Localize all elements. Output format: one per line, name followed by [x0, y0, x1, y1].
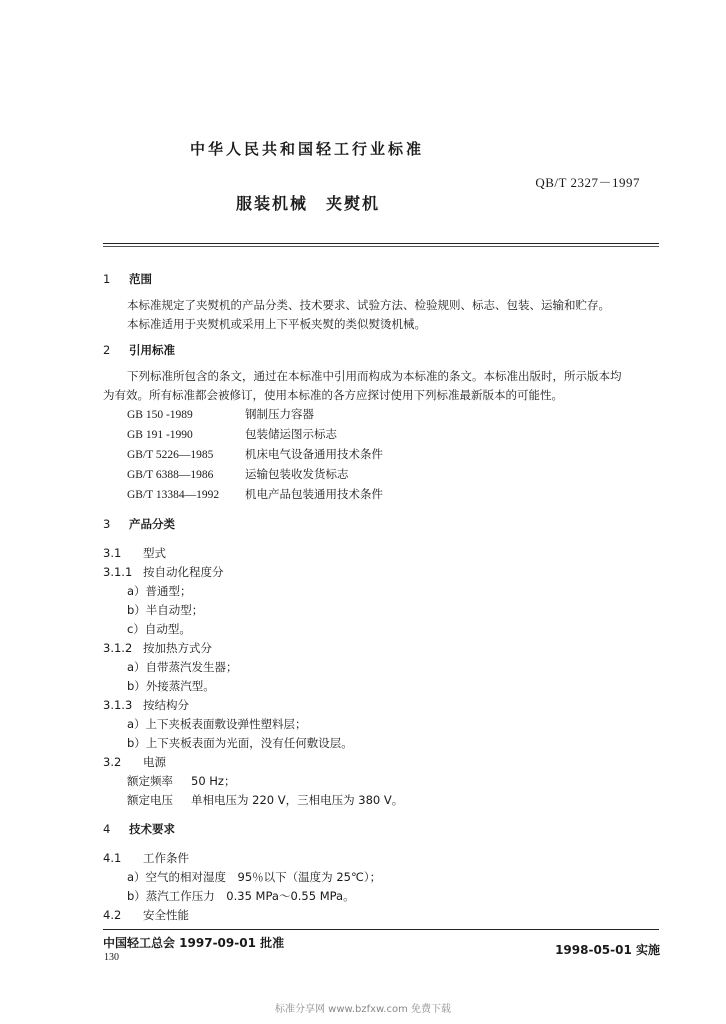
reference-item: GB 191 -1990 包装储运图示标志 — [127, 427, 337, 441]
section-2-heading: 2 引用标准 — [103, 343, 175, 357]
clause-3-1-3-heading: 3.1.3 按结构分 — [103, 698, 189, 712]
rated-voltage: 额定电压 单相电压为 220 V，三相电压为 380 V。 — [127, 793, 404, 807]
rated-frequency: 额定频率 50 Hz； — [127, 774, 236, 788]
section-2-paragraph-cont: 为有效。所有标准都会被修订，使用本标准的各方应探讨使用下列标准最新版本的可能性。 — [103, 388, 563, 402]
footer-rule — [103, 929, 659, 930]
section-4-heading: 4 技术要求 — [103, 822, 175, 836]
list-item: c）自动型。 — [127, 622, 191, 636]
section-1-heading: 1 范围 — [103, 272, 152, 286]
section-1-paragraph: 本标准规定了夹熨机的产品分类、技术要求、试验方法、检验规则、标志、包装、运输和贮存。 — [127, 298, 610, 312]
clause-4-2-heading: 4.2 安全性能 — [103, 908, 189, 922]
list-item: b）蒸汽工作压力 0.35 MPa～0.55 MPa。 — [127, 889, 355, 903]
watermark-text: 标准分享网 www.bzfxw.com 免费下载 — [275, 1004, 451, 1015]
list-item: a）空气的相对湿度 95％以下（温度为 25℃）； — [127, 870, 382, 884]
reference-item: GB 150 -1989 钢制压力容器 — [127, 407, 314, 421]
header-rule-thin — [103, 246, 659, 247]
list-item: b）上下夹板表面为光面，没有任何敷设层。 — [127, 736, 353, 750]
reference-item: GB/T 13384—1992 机电产品包装通用技术条件 — [127, 487, 383, 501]
section-1-paragraph: 本标准适用于夹熨机或采用上下平板夹熨的类似熨烫机械。 — [127, 317, 426, 331]
title-part-1: 服装机械 — [236, 194, 309, 213]
standard-code: QB/T 2327－1997 — [535, 175, 640, 190]
list-item: b）外接蒸汽型。 — [127, 679, 215, 693]
header-rule — [103, 243, 659, 244]
page-number: 130 — [104, 952, 119, 963]
reference-item: GB/T 6388—1986 运输包装收发货标志 — [127, 467, 349, 481]
list-item: a）普通型； — [127, 584, 192, 598]
clause-3-1-1-heading: 3.1.1 按自动化程度分 — [103, 565, 224, 579]
clause-3-1-2-heading: 3.1.2 按加热方式分 — [103, 641, 212, 655]
reference-item: GB/T 5226—1985 机床电气设备通用技术条件 — [127, 447, 383, 461]
section-3-heading: 3 产品分类 — [103, 517, 175, 531]
document-title — [236, 191, 380, 214]
section-2-paragraph: 下列标准所包含的条文，通过在本标准中引用而构成为本标准的条文。本标准出版时，所示版本均 — [127, 369, 622, 383]
list-item: a）上下夹板表面敷设弹性塑料层； — [127, 717, 307, 731]
approval-line: 中国轻工总会 1997-09-01 批准 — [103, 936, 285, 950]
clause-4-1-heading: 4.1 工作条件 — [103, 851, 189, 865]
implementation-date: 1998-05-01 实施 — [555, 943, 660, 957]
document-body — [103, 270, 663, 925]
clause-3-1-heading: 3.1 型式 — [103, 546, 166, 560]
list-item: a）自带蒸汽发生器； — [127, 660, 238, 674]
list-item: b）半自动型； — [127, 603, 204, 617]
org-title: 中华人民共和国轻工行业标准 — [190, 140, 425, 158]
title-part-2: 夹熨机 — [326, 194, 381, 213]
clause-3-2-heading: 3.2 电源 — [103, 755, 166, 769]
